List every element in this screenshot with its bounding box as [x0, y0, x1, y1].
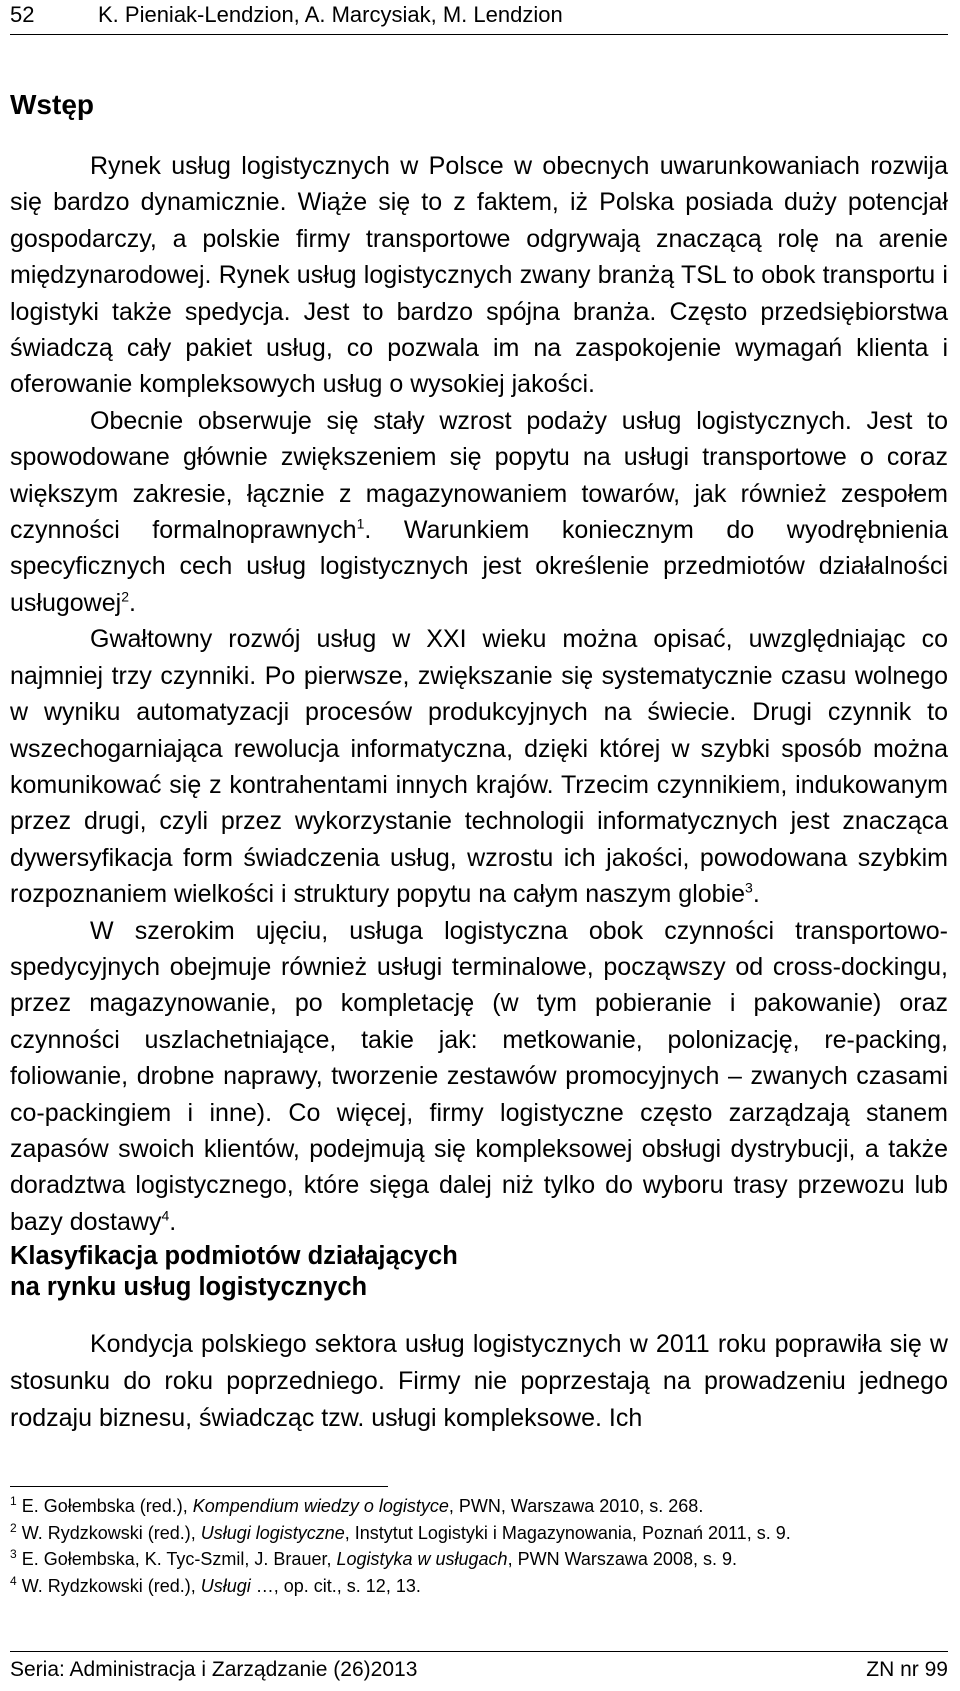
- paragraph-text: Gwałtowny rozwój usług w XXI wieku można opisać, uwzględniając co najmniej trzy czynniki. Po pierwsze, zwiększanie się systematycznie czasu wolnego w wyniku automatyzacji procesów produkcyjnych na świecie. Drugi czynnik to wszechogarniająca rewolucja informatyczna, dzięki której w szybki sposób można komunikować się z kontrahentami innych krajów. Trzecim czynnikiem, indukowanym przez drugi, czyli przez wykorzystanie technologii informatycznych jest znacząca dywersyfikacja form świadczenia usług, wzrostu ich jakości, powodowana szybkim rozpoznaniem wielkości i struktury popytu na całym naszym globie: [10, 625, 948, 909]
- paragraph: [10, 148, 948, 403]
- footnote: [10, 1493, 948, 1520]
- footnote-text: , PWN, Warszawa 2010, s. 268.: [448, 1496, 704, 1516]
- paragraph: [10, 621, 948, 912]
- paragraph-text: .: [169, 1207, 177, 1236]
- footnote: [10, 1520, 948, 1547]
- footnote-text: , Instytut Logistyki i Magazynowania, Poznań 2011, s. 9.: [344, 1522, 791, 1543]
- journal-series: Seria: Administracja i Zarządzanie (26)2013: [10, 1658, 418, 1681]
- running-footer: [10, 1651, 948, 1686]
- footnote-text: E. Gołembska, K. Tyc-Szmil, J. Brauer,: [21, 1549, 337, 1569]
- footnotes: [10, 1493, 948, 1599]
- footnote-ref: 4: [161, 1207, 170, 1224]
- journal-issue: ZN nr 99: [866, 1658, 948, 1681]
- paragraph-text: . Warunkiem koniecznym do wyodrębnienia specyficznych cech usług logistycznych jest określenie przedmiotów działalności usługowej: [10, 516, 948, 617]
- footnote-title: Usługi: [200, 1575, 251, 1596]
- footnote-number: 1: [10, 1494, 17, 1508]
- section-heading-introduction: Wstęp: [10, 89, 94, 120]
- paragraph: Kondycja polskiego sektora usług logistycznych w 2011 roku poprawiła się w stosunku do roku poprzedniego. Firmy nie poprzestają na prowadzeniu jednego rodzaju biznesu, świadcząc tzw. usługi kompleksowe. Ich: [10, 1330, 948, 1432]
- paragraph-text: .: [752, 880, 760, 909]
- footnote-text: E. Gołembska (red.),: [21, 1496, 193, 1516]
- paragraph: [10, 403, 948, 621]
- footnote-text: , PWN Warszawa 2008, s. 9.: [507, 1549, 737, 1569]
- footnote-text: …, op. cit., s. 12, 13.: [250, 1575, 421, 1596]
- heading-line: Klasyfikacja podmiotów działających: [10, 1242, 458, 1270]
- paragraph-text: Rynek usług logistycznych w Polsce w obecnych uwarunkowaniach rozwija się bardzo dynamicznie. Wiąże się to z faktem, iż Polska posiada duży potencjał gospodarczy, a polskie firmy transportowe odgrywają znaczącą rolę na arenie międzynarodowej. Rynek usług logistycznych zwany branżą TSL to obok transportu i logistyki także spedycja. Jest to bardzo spójna branża. Często przedsiębiorstwa świadczą cały pakiet usług, co pozwala im na zaspokojenie wymagań klienta i oferowanie kompleksowych usług o wysokiej jakości.: [10, 152, 948, 399]
- header-authors: K. Pieniak-Lendzion, A. Marcysiak, M. Lendzion: [98, 2, 563, 27]
- footnote-text: W. Rydzkowski (red.),: [21, 1522, 201, 1543]
- footnote-text: W. Rydzkowski (red.),: [21, 1575, 201, 1596]
- heading-line: na rynku usług logistycznych: [10, 1273, 368, 1301]
- footnote-number: 2: [10, 1520, 17, 1535]
- footnote-ref: 2: [121, 588, 129, 605]
- footnote-ref: 3: [745, 879, 753, 896]
- footnote-number: 4: [10, 1573, 17, 1588]
- paragraph-text: W szerokim ujęciu, usługa logistyczna obok czynności transportowo-spedycyjnych obejmuje również usługi terminalowe, począwszy od cross-dockingu, przez magazynowanie, po kompletację (w tym pobieranie i pakowanie) oraz czynności uszlachetniające, takie jak: metkowanie, polonizację, re-packing, foliowanie, drobne naprawy, tworzenie zestawów promocyjnych – zwanych czasami co-packingiem i inne). Co więcej, firmy logistyczne często zarządzają stanem zapasów swoich klientów, podejmują się kompleksowej obsługi dystrybucji, a także doradztwa logistycznego, które sięga dalej niż tylko do wyboru trasy przewozu lub bazy dostawy: [10, 916, 948, 1236]
- footnote-title: Usługi logistyczne: [200, 1522, 345, 1543]
- section-heading-classification: [10, 1241, 710, 1303]
- footnote: [10, 1546, 948, 1573]
- running-header: [10, 0, 948, 35]
- paragraph-text: Obecnie obserwuje się stały wzrost podaży usług logistycznych. Jest to spowodowane głównie zwiększeniem się popytu na usługi transportowe o coraz większym zakresie, łącznie z magazynowaniem towarów, jak również zespołem czynności formalnoprawnych: [10, 406, 948, 545]
- footnote-title: Logistyka w usługach: [336, 1549, 508, 1569]
- paragraph-text: .: [128, 588, 136, 617]
- section-body-introduction: [10, 148, 948, 1240]
- footnote-title: Kompendium wiedzy o logistyce: [192, 1496, 449, 1516]
- footnote: [10, 1573, 948, 1600]
- section-body-classification: [10, 1326, 948, 1437]
- footnote-separator: [10, 1486, 388, 1487]
- footnote-ref: 1: [356, 515, 365, 532]
- footnote-number: 3: [10, 1547, 17, 1561]
- paragraph: [10, 913, 948, 1241]
- page-number: 52: [10, 2, 35, 27]
